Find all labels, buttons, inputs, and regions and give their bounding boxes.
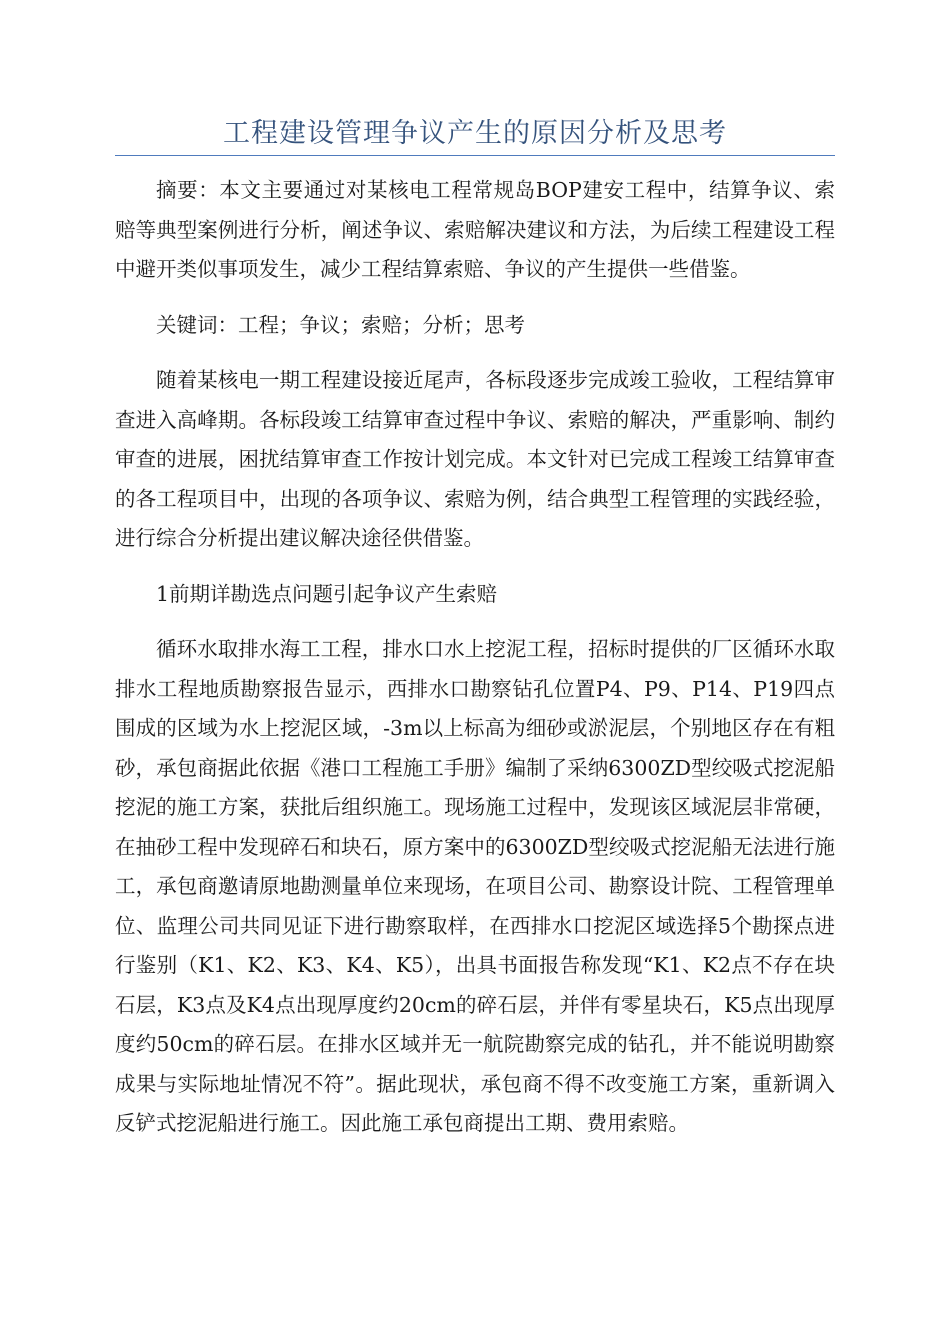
keywords-paragraph: 关键词：工程；争议；索赔；分析；思考 — [156, 312, 525, 337]
section-heading-1: 1前期详勘选点问题引起争议产生索赔 — [156, 581, 498, 606]
intro-paragraph: 随着某核电一期工程建设接近尾声，各标段逐步完成竣工验收，工程结算审查进入高峰期。各标段竣工结算审查过程中争议、索赔的解决，严重影响、制约审查的进展，困扰结算审查工作按计划完成。本文针对已完成工程竣工结算审查的各工程项目中，出现的各项争议、索赔为例，结合典型工程管理的实践经验，进行综合分析提出建议解决途径供借鉴。 — [115, 368, 835, 550]
section-1-paragraph: 循环水取排水海工工程，排水口水上挖泥工程，招标时提供的厂区循环水取排水工程地质勘察报告显示，西排水口勘察钻孔位置P4、P9、P14、P19四点围成的区域为水上挖泥区域，-3m以上标高为细砂或淤泥层，个别地区存在有粗砂，承包商据此依据《港口工程施工手册》编制了采纳6300ZD型绞吸式挖泥船挖泥的施工方案，获批后组织施工。现场施工过程中，发现该区域泥层非常硬，在抽砂工程中发现碎石和块石，原方案中的6300ZD型绞吸式挖泥船无法进行施工，承包商邀请原地勘测量单位来现场，在项目公司、勘察设计院、工程管理单位、监理公司共同见证下进行勘察取样，在西排水口挖泥区域选择5个勘探点进行鉴别（K1、K2、K3、K4、K5），出具书面报告称发现“K1、K2点不存在块石层，K3点及K4点出现厚度约20cm的碎石层，并伴有零星块石，K5点出现厚度约50cm的碎石层。在排水区域并无一航院勘察完成的钻孔，并不能说明勘察成果与实际地址情况不符”。据此现状，承包商不得不改变施工方案，重新调入反铲式挖泥船进行施工。因此施工承包商提出工期、费用索赔。 — [115, 637, 835, 1135]
document-title: 工程建设管理争议产生的原因分析及思考 — [223, 118, 727, 149]
abstract-paragraph: 摘要：本文主要通过对某核电工程常规岛BOP建安工程中，结算争议、索赔等典型案例进行分析，阐述争议、索赔解决建议和方法，为后续工程建设工程中避开类似事项发生，减少工程结算索赔、争议的产生提供一些借鉴。 — [115, 178, 835, 281]
title-underline — [115, 155, 835, 156]
document-body — [115, 171, 835, 1160]
